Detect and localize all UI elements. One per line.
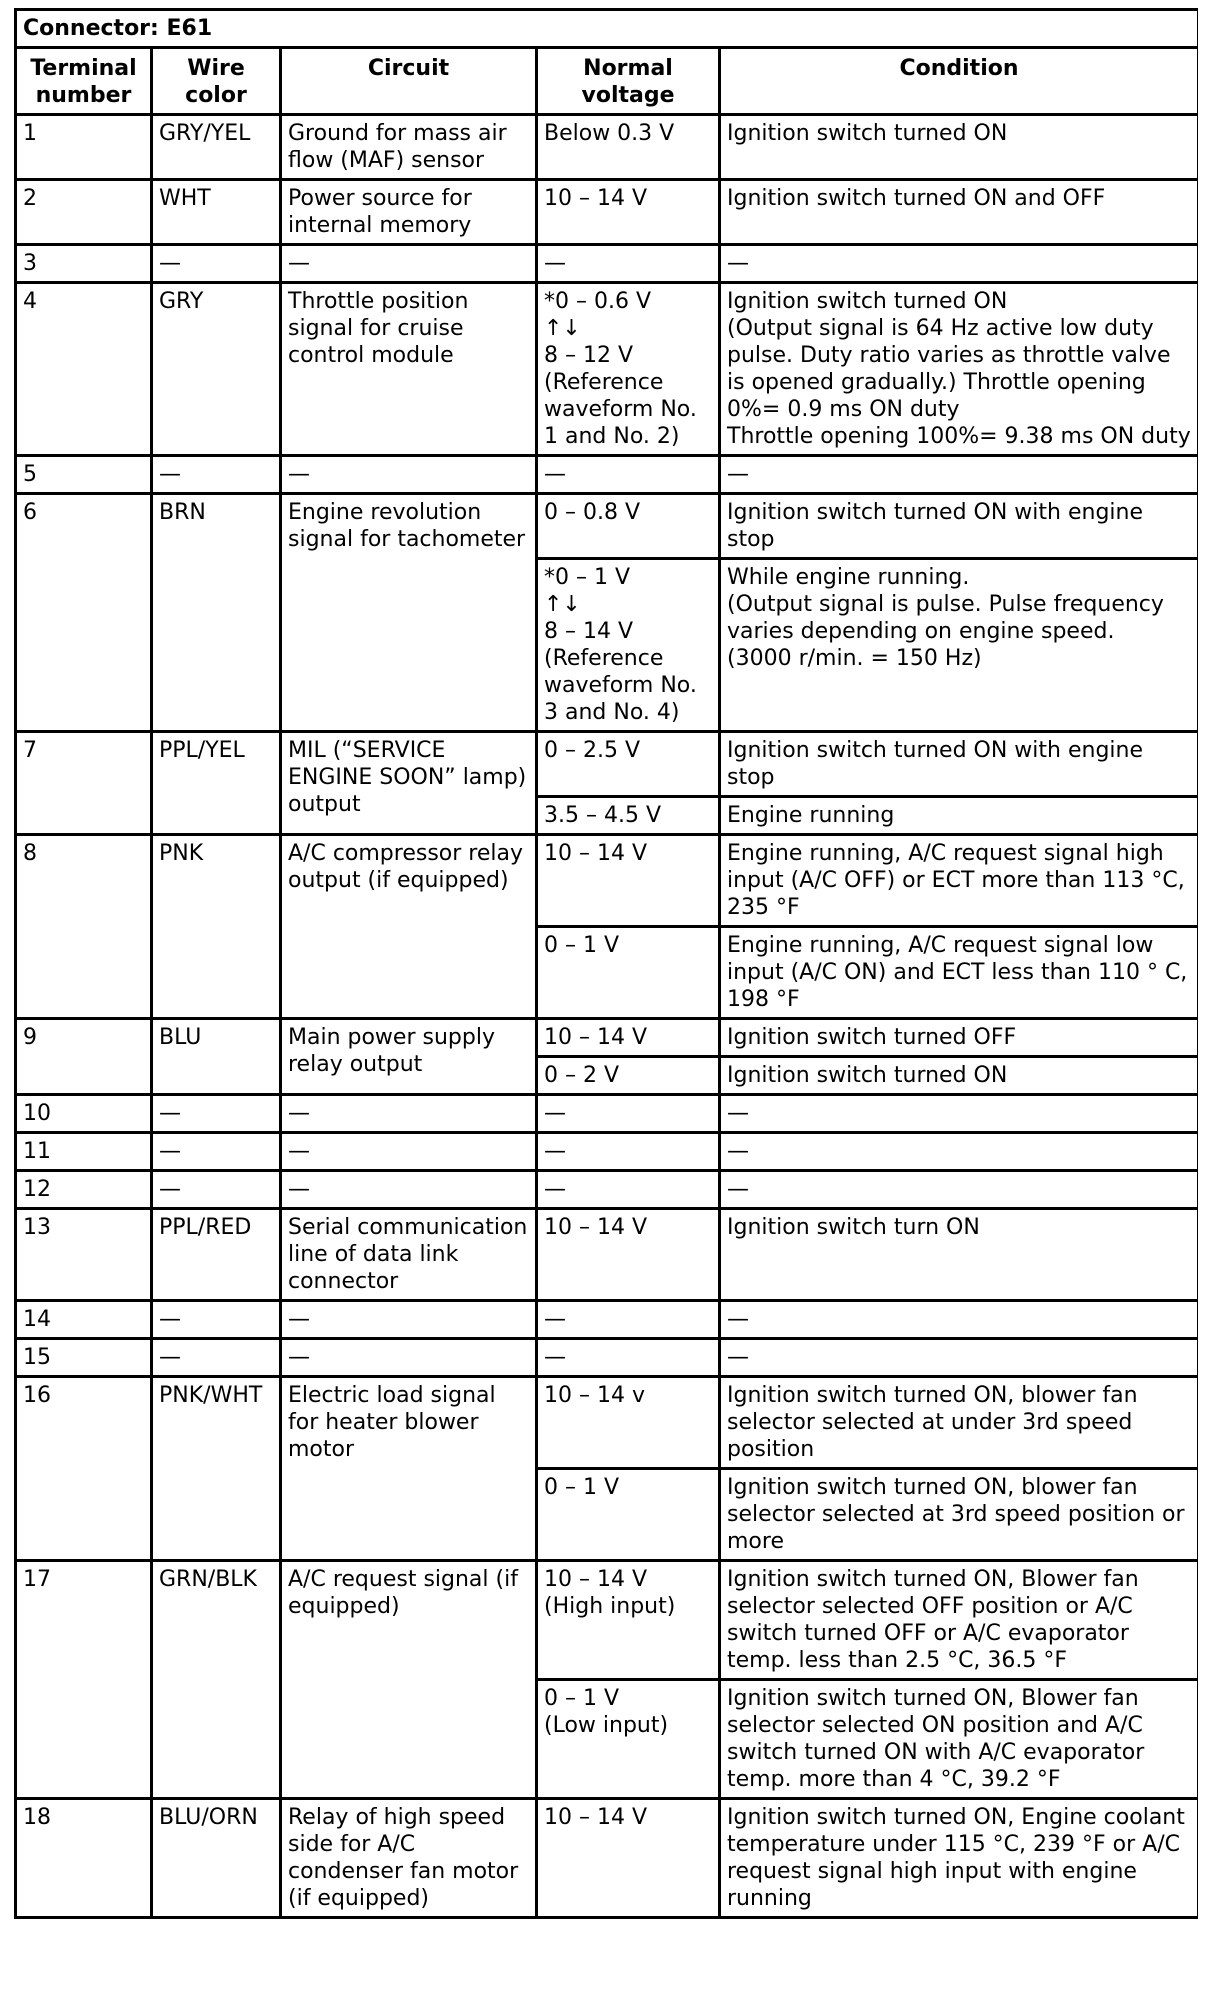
terminal-cell: 14 [16,1301,152,1339]
wire-color-cell: BRN [152,494,281,732]
condition-cell: Ignition switch turn ON [720,1209,1199,1301]
condition-cell: — [720,1133,1199,1171]
table-row [16,456,1199,494]
wire-color-cell: — [152,456,281,494]
table-row [16,1561,1199,1680]
wire-color-cell: — [152,245,281,283]
table-row [16,245,1199,283]
wire-color-cell: PPL/RED [152,1209,281,1301]
header-terminal: Terminal number [16,48,152,115]
header-row [16,48,1199,115]
wire-color-cell: PNK/WHT [152,1377,281,1561]
normal-voltage-cell: — [537,245,720,283]
wire-color-cell: BLU/ORN [152,1799,281,1918]
table-row [16,1133,1199,1171]
condition-cell: Ignition switch turned ON and OFF [720,180,1199,245]
circuit-cell: Ground for mass air flow (MAF) sensor [281,115,537,180]
terminal-cell: 18 [16,1799,152,1918]
table-body [16,115,1199,1918]
circuit-cell: A/C request signal (if equipped) [281,1561,537,1799]
normal-voltage-cell: 0 – 0.8 V [537,494,720,559]
terminal-cell: 8 [16,835,152,1019]
terminal-cell: 4 [16,283,152,456]
wire-color-cell: PNK [152,835,281,1019]
wire-color-cell: — [152,1301,281,1339]
normal-voltage-cell: 0 – 1 V [537,1469,720,1561]
circuit-cell: — [281,456,537,494]
terminal-cell: 12 [16,1171,152,1209]
normal-voltage-cell: 10 – 14 V [537,1209,720,1301]
table-row [16,1799,1199,1918]
wire-color-cell: — [152,1339,281,1377]
circuit-cell: Engine revolution signal for tachometer [281,494,537,732]
terminal-cell: 13 [16,1209,152,1301]
table-row [16,1339,1199,1377]
wire-color-cell: GRN/BLK [152,1561,281,1799]
normal-voltage-cell: 3.5 – 4.5 V [537,797,720,835]
normal-voltage-cell: — [537,1339,720,1377]
normal-voltage-cell: 10 – 14 V [537,1019,720,1057]
header-wire-color: Wire color [152,48,281,115]
circuit-cell: A/C compressor relay output (if equipped) [281,835,537,1019]
circuit-cell: Serial communication line of data link connector [281,1209,537,1301]
normal-voltage-cell: — [537,1133,720,1171]
normal-voltage-cell: — [537,456,720,494]
table-row [16,835,1199,927]
condition-cell: Ignition switch turned OFF [720,1019,1199,1057]
terminal-cell: 17 [16,1561,152,1799]
condition-cell: While engine running. (Output signal is pulse. Pulse frequency varies depending on engine speed. (3000 r/min. = 150 Hz) [720,559,1199,732]
document-page [14,8,1198,2000]
condition-cell: Ignition switch turned ON, blower fan selector selected at 3rd speed position or more [720,1469,1199,1561]
wire-color-cell: — [152,1171,281,1209]
terminal-cell: 2 [16,180,152,245]
normal-voltage-cell: Below 0.3 V [537,115,720,180]
terminal-cell: 6 [16,494,152,732]
terminal-cell: 15 [16,1339,152,1377]
condition-cell: Ignition switch turned ON, Blower fan selector selected ON position and A/C switch turned ON with A/C evaporator temp. more than 4 °C, 39.2 °F [720,1680,1199,1799]
table-row [16,1301,1199,1339]
normal-voltage-cell: — [537,1171,720,1209]
wire-color-cell: — [152,1133,281,1171]
circuit-cell: Electric load signal for heater blower motor [281,1377,537,1561]
condition-cell: — [720,1171,1199,1209]
table-row [16,283,1199,456]
normal-voltage-cell: 0 – 1 V [537,927,720,1019]
condition-cell: Ignition switch turned ON [720,1057,1199,1095]
condition-cell: — [720,456,1199,494]
wire-color-cell: PPL/YEL [152,732,281,835]
normal-voltage-cell: 10 – 14 V [537,180,720,245]
header-circuit: Circuit [281,48,537,115]
table-row [16,1019,1199,1057]
condition-cell: Ignition switch turned ON with engine stop [720,732,1199,797]
terminal-cell: 10 [16,1095,152,1133]
table-row [16,1095,1199,1133]
circuit-cell: Relay of high speed side for A/C condenser fan motor (if equipped) [281,1799,537,1918]
condition-cell: Engine running [720,797,1199,835]
normal-voltage-cell: *0 – 1 V ↑↓ 8 – 14 V (Reference waveform No. 3 and No. 4) [537,559,720,732]
wire-color-cell: GRY [152,283,281,456]
wire-color-cell: GRY/YEL [152,115,281,180]
terminal-cell: 11 [16,1133,152,1171]
condition-cell: — [720,245,1199,283]
condition-cell: Ignition switch turned ON, blower fan selector selected at under 3rd speed position [720,1377,1199,1469]
normal-voltage-cell: 0 – 2 V [537,1057,720,1095]
circuit-cell: Main power supply relay output [281,1019,537,1095]
normal-voltage-cell: 10 – 14 v [537,1377,720,1469]
connector-table [14,8,1198,1919]
table-row [16,1171,1199,1209]
condition-cell: Engine running, A/C request signal low input (A/C ON) and ECT less than 110 ° C, 198 °F [720,927,1199,1019]
table-row [16,180,1199,245]
circuit-cell: — [281,1133,537,1171]
circuit-cell: — [281,1339,537,1377]
terminal-cell: 3 [16,245,152,283]
normal-voltage-cell: 10 – 14 V (High input) [537,1561,720,1680]
table-row [16,1209,1199,1301]
normal-voltage-cell: *0 – 0.6 V ↑↓ 8 – 12 V (Reference waveform No. 1 and No. 2) [537,283,720,456]
terminal-cell: 16 [16,1377,152,1561]
wire-color-cell: — [152,1095,281,1133]
condition-cell: Ignition switch turned ON, Blower fan selector selected OFF position or A/C switch turned OFF or A/C evaporator temp. less than 2.5 °C, 36.5 °F [720,1561,1199,1680]
wire-color-cell: BLU [152,1019,281,1095]
table-row [16,732,1199,797]
condition-cell: — [720,1339,1199,1377]
terminal-cell: 5 [16,456,152,494]
terminal-cell: 7 [16,732,152,835]
normal-voltage-cell: — [537,1095,720,1133]
header-condition: Condition [720,48,1199,115]
table-row [16,494,1199,559]
condition-cell: Ignition switch turned ON [720,115,1199,180]
normal-voltage-cell: 0 – 1 V (Low input) [537,1680,720,1799]
terminal-cell: 9 [16,1019,152,1095]
normal-voltage-cell: 0 – 2.5 V [537,732,720,797]
header-normal-voltage: Normal voltage [537,48,720,115]
condition-cell: — [720,1095,1199,1133]
condition-cell: — [720,1301,1199,1339]
condition-cell: Engine running, A/C request signal high input (A/C OFF) or ECT more than 113 °C, 235 °F [720,835,1199,927]
wire-color-cell: WHT [152,180,281,245]
connector-title: Connector: E61 [16,10,1199,48]
normal-voltage-cell: — [537,1301,720,1339]
table-row [16,115,1199,180]
circuit-cell: MIL (“SERVICE ENGINE SOON” lamp) output [281,732,537,835]
circuit-cell: Throttle position signal for cruise control module [281,283,537,456]
circuit-cell: — [281,1095,537,1133]
circuit-cell: — [281,245,537,283]
condition-cell: Ignition switch turned ON (Output signal is 64 Hz active low duty pulse. Duty ratio varies as throttle valve is opened gradually.) Throttle opening 0%= 0.9 ms ON duty Throttle opening 100%= 9.38 ms ON duty [720,283,1199,456]
circuit-cell: — [281,1301,537,1339]
caption-row [16,10,1199,48]
circuit-cell: — [281,1171,537,1209]
condition-cell: Ignition switch turned ON with engine stop [720,494,1199,559]
condition-cell: Ignition switch turned ON, Engine coolant temperature under 115 °C, 239 °F or A/C request signal high input with engine running [720,1799,1199,1918]
normal-voltage-cell: 10 – 14 V [537,835,720,927]
circuit-cell: Power source for internal memory [281,180,537,245]
normal-voltage-cell: 10 – 14 V [537,1799,720,1918]
table-row [16,1377,1199,1469]
terminal-cell: 1 [16,115,152,180]
